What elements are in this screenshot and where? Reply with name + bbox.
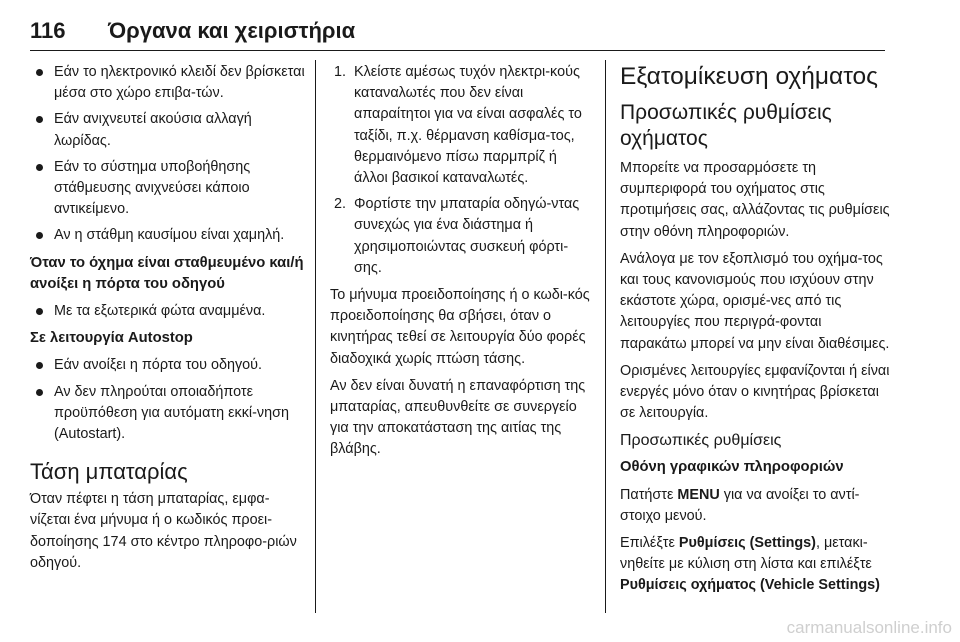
column-divider-2 (605, 60, 606, 613)
bullet-list-b (30, 301, 305, 322)
page-number: 116 (30, 18, 66, 43)
list-item: Αν δεν πληρούται οποιαδήποτε προϋπόθεση για αυτόματη εκκί-νηση (Autostart). (30, 382, 305, 446)
column-2 (330, 62, 592, 467)
watermark: carmanualsonline.info (786, 618, 952, 637)
column-1 (30, 62, 305, 580)
subheading-autostop: Σε λειτουργία Autostop (30, 330, 193, 347)
text-run: , μετακι-νηθείτε με κύλιση στη λίστα και επιλέξτε (620, 535, 872, 573)
section-heading-personalization: Εξατομίκευση οχήματος (620, 63, 878, 90)
section-heading-battery: Τάση μπαταρίας (30, 459, 188, 485)
column-3 (620, 62, 890, 603)
column-divider-1 (315, 60, 316, 613)
list-item (330, 62, 592, 189)
list-item: Εάν ανιχνευτεί ακούσια αλλαγή λωρίδας. (30, 109, 305, 151)
text-run: Επιλέξτε (620, 535, 679, 552)
page-header (30, 18, 930, 54)
list-item: Με τα εξωτερικά φώτα αναμμένα. (30, 301, 305, 322)
paragraph: Μπορείτε να προσαρμόσετε τη συμπεριφορά του οχήματος στις προτιμήσεις σας, αλλάζοντας τις ρυθμίσεις στην οθόνη πληροφοριών. (620, 160, 890, 240)
numbered-list (330, 62, 592, 279)
section-heading-personal-settings: Προσωπικές ρυθμίσεις οχήματος (620, 101, 832, 150)
subsection-heading: Προσωπικές ρυθμίσεις (620, 432, 782, 450)
step-text: Κλείστε αμέσως τυχόν ηλεκτρι-κούς καταναλωτές που δεν είναι απαραίτητοι για να είναι ασφαλές το ταξίδι, π.χ. θέρμανση καθίσμα-τος, θερμαινόμενο πίσω παρμπρίζ ή άλλοι βασικοί καταναλωτές. (354, 64, 582, 187)
subheading-graphic-display: Οθόνη γραφικών πληροφοριών (620, 459, 844, 476)
list-item (330, 194, 592, 279)
page-title: Όργανα και χειριστήρια (108, 18, 356, 43)
text-run: για να ανοίξει το αντί-στοιχο μενού. (620, 486, 860, 524)
bullet-list-c (30, 355, 305, 445)
header-divider (30, 50, 885, 51)
paragraph: Όταν πέφτει η τάση μπαταρίας, εμφα-νίζεται ένα μήνυμα ή ο κωδικός προει-δοποίησης 174 στο κέντρο πληροφο-ριών οδηγού. (30, 491, 297, 571)
list-item: Εάν το σύστημα υποβοήθησης στάθμευσης ανιχνεύσει κάποιο αντικείμενο. (30, 157, 305, 221)
vehicle-settings-label: Ρυθμίσεις οχήματος (Vehicle Settings) (620, 577, 880, 594)
paragraph: Ορισμένες λειτουργίες εμφανίζονται ή είναι ενεργές μόνο όταν ο κινητήρας βρίσκεται σε λειτουργία. (620, 362, 890, 422)
step-text: Φορτίστε την μπαταρία οδηγώ-ντας συνεχώς για ένα διάστημα ή χρησιμοποιώντας συσκευή φόρτι-σης. (354, 196, 580, 276)
paragraph: Το μήνυμα προειδοποίησης ή ο κωδι-κός προειδοποίησης θα σβήσει, όταν ο κινητήρας τεθεί σε λειτουργία δύο φορές διαδοχικά χωρίς πτώση τάσης. (330, 287, 590, 367)
paragraph (620, 533, 890, 597)
list-item: Εάν ανοίξει η πόρτα του οδηγού. (30, 355, 305, 376)
step-number: 1. (334, 64, 347, 80)
menu-key-label: MENU (677, 486, 720, 503)
step-number: 2. (334, 196, 347, 213)
list-item: Αν η στάθμη καυσίμου είναι χαμηλή. (30, 225, 305, 246)
text-run: Πατήστε (620, 486, 678, 503)
paragraph: Ανάλογα με τον εξοπλισμό του οχήμα-τος και τους κανονισμούς που ισχύουν στην εκάστοτε χώρα, ορισμέ-νες από τις λειτουργίες που περιγρά-φονται παρακάτω μπορεί να μην είναι διαθέσιμες. (620, 250, 890, 352)
paragraph (620, 485, 890, 527)
bullet-list-a (30, 62, 305, 247)
settings-label: Ρυθμίσεις (Settings) (678, 535, 816, 552)
list-item: Εάν το ηλεκτρονικό κλειδί δεν βρίσκεται μέσα στο χώρο επιβα-τών. (30, 62, 305, 104)
paragraph: Αν δεν είναι δυνατή η επαναφόρτιση της μπαταρίας, απευθυνθείτε σε συνεργείο για την αποκατάσταση της αιτίας της βλάβης. (330, 377, 586, 458)
subheading-parked: Όταν το όχημα είναι σταθμευμένο και/ή ανοίξει η πόρτα του οδηγού (30, 254, 304, 292)
